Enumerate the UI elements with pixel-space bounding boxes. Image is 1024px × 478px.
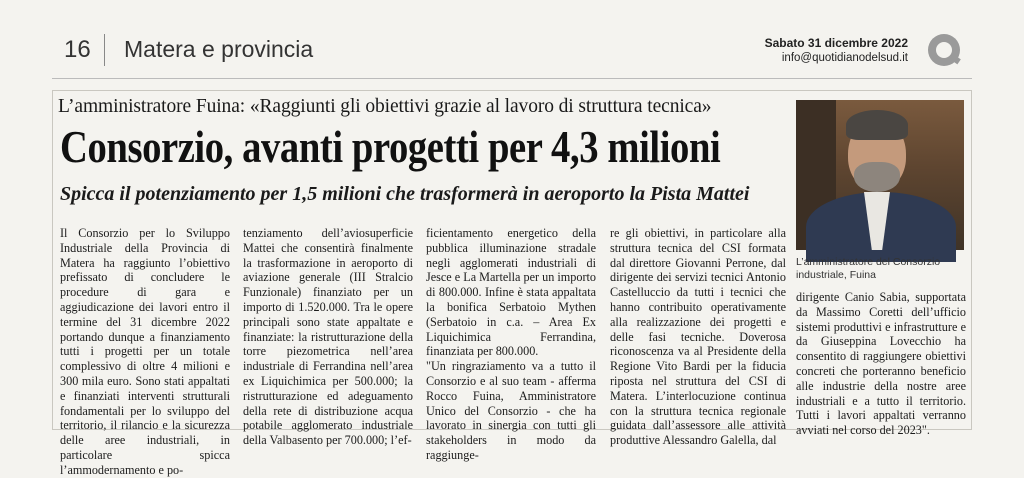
article-kicker: L’amministratore Fuina: «Raggiunti gli obiettivi grazie al lavoro di struttura tecnica» (58, 96, 712, 117)
section-title: Matera e provincia (124, 36, 314, 62)
portrait-photo (796, 100, 964, 250)
contact-email: info@quotidianodelsud.it (781, 52, 908, 64)
article-column-5: dirigente Canio Sabia, supportata da Massimo Coretti dell’ufficio sistemi produttivi e infrastrutture e da Giuseppina Lovecchio ha consentito di raggiungere obiettivi concreti che porteranno beneficio alle industrie della nostre aree industriali e a tutto il territorio. Tutti i lavori appaltati verranno avviati nel corso del 2023". (796, 290, 966, 438)
article-column-1: Il Consorzio per lo Sviluppo Industriale della Provincia di Matera ha raggiunto l’obiettivo prefissato di concludere le procedure di gara e aggiudicazione dei lavori entro il termine del 31 dicembre 2022 portando dunque a finanziamento tutti i progetti per un totale complessivo di oltre 4 milioni e 300 mila euro. Sono stati appaltati e finanziati interventi strutturali fondamentali per lo sviluppo del territorio, il rilancio e la sicurezza delle aree industriali, in particolare spicca l’ammodernamento e po- (60, 226, 230, 477)
article-subhead: Spicca il potenziamento per 1,5 milioni che trasformerà in aeroporto la Pista Mattei (60, 183, 750, 205)
page-number: 16 (64, 36, 91, 63)
photo-caption: L’amministratore del Consorzio industriale, Fuina (796, 256, 941, 282)
article-column-2: tenziamento dell’aviosuperficie Mattei che consentirà finalmente la trasformazione in aeroporto di aviazione generale (III Stralcio Funzionale) finanziato per un importo di 1.520.000. Tra le opere principali sono state appaltate e finanziate: la ristrutturazione della torre piezometrica nell’area industriale di Ferrandina nell’area ex Liquichimica per 500.000; la ristrutturazione ed adeguamento della rete di distribuzione acqua potabile agglomerato industriale della Valbasento per 700.000; l’ef- (243, 226, 413, 448)
header-rule (52, 78, 972, 79)
issue-date: Sabato 31 dicembre 2022 (764, 36, 908, 50)
article-column-3: ficientamento energetico della pubblica illuminazione stradale negli agglomerati industriali di Jesce e La Martella per un importo di 800.000. Infine è stata appaltata la bonifica Serbatoio Mythen (Serbatoio in c.a. – Area Ex Liquichimica Ferrandina, finanziata per 800.000. "Un ringraziamento va a tutto il Consorzio e al suo team - afferma Rocco Fuina, Amministratore Unico del Consorzio - che ha lavorato in sinergia con tutti gli stakeholders in modo da raggiunge- (426, 226, 596, 462)
article-column-4: re gli obiettivi, in particolare alla struttura tecnica del CSI formata dal direttore Giovanni Perrone, dal dirigente dei servizi tecnici Antonio Castelluccio da tutti i tecnici che hanno contribuito operativamente alla realizzazione dei progetti e delle fasi tecniche. Doverosa riconoscenza va al Presidente della Regione Vito Bardi per la fiducia riposta nel struttura del CSI di Matera. L’interlocuzione continua con la struttura tecnica regionale guidata dall’assessore alle attività produttive Alessandro Galella, dal (610, 226, 786, 448)
header-divider (104, 34, 105, 66)
article-headline: Consorzio, avanti progetti per 4,3 milioni (60, 121, 721, 172)
page-header (0, 0, 1024, 78)
